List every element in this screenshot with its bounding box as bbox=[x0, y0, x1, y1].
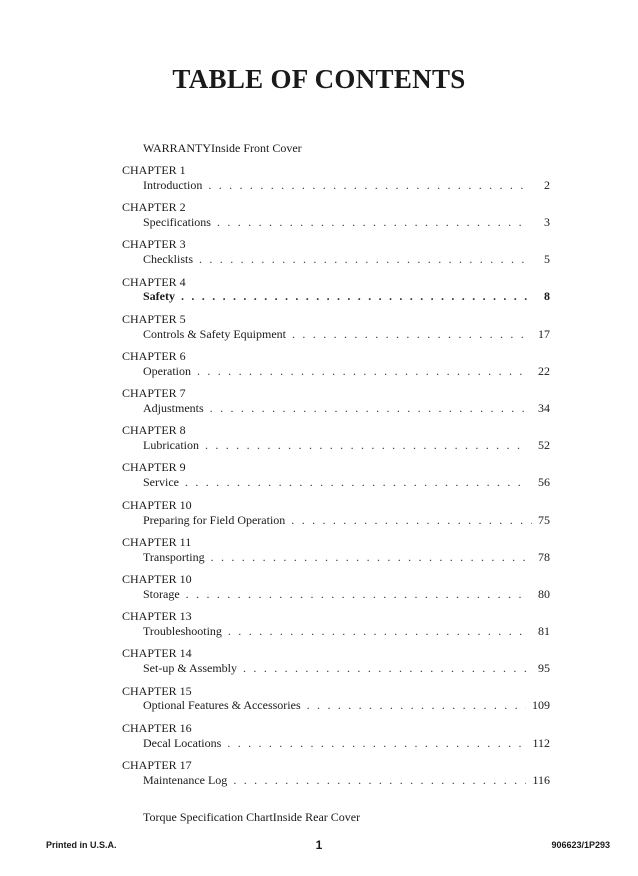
chapter-heading: CHAPTER 5 bbox=[122, 312, 186, 326]
leader-dots bbox=[307, 698, 526, 713]
chapter-heading: CHAPTER 1 bbox=[122, 163, 186, 177]
leader-dots bbox=[233, 773, 526, 788]
toc-entry bbox=[143, 513, 550, 529]
toc-entry bbox=[143, 252, 550, 268]
toc-entry-label: Troubleshooting bbox=[143, 624, 222, 638]
toc-entry-label: Service bbox=[143, 475, 179, 489]
toc-entry-page: 78 bbox=[538, 550, 550, 564]
toc-entry bbox=[143, 364, 550, 380]
chapter-heading: CHAPTER 8 bbox=[122, 423, 186, 437]
leader-dots bbox=[210, 401, 528, 416]
leader-dots bbox=[292, 327, 532, 342]
toc-entry-page: 8 bbox=[544, 289, 550, 303]
toc-entry bbox=[143, 736, 550, 752]
leader-dots bbox=[243, 661, 530, 676]
toc-entry-label: Specifications bbox=[143, 215, 211, 229]
toc-entry bbox=[143, 215, 550, 231]
toc-entry bbox=[143, 773, 550, 789]
toc-entry-page: 2 bbox=[544, 178, 550, 192]
leader-dots bbox=[228, 624, 529, 639]
toc-entry bbox=[143, 401, 550, 417]
toc-entry-label: Torque Specification Chart bbox=[143, 810, 273, 824]
toc-entry-label: WARRANTY bbox=[143, 141, 211, 155]
toc-entry-label: Preparing for Field Operation bbox=[143, 513, 286, 527]
chapter-heading: CHAPTER 17 bbox=[122, 758, 192, 772]
toc-entry-page: 112 bbox=[532, 736, 550, 750]
toc-entry-label: Decal Locations bbox=[143, 736, 222, 750]
page-title: TABLE OF CONTENTS bbox=[172, 64, 466, 94]
toc-entry bbox=[143, 587, 550, 603]
toc-entry bbox=[143, 698, 550, 714]
toc-warranty-entry bbox=[143, 141, 563, 157]
leader-dots bbox=[185, 475, 527, 490]
toc-entry-page: 3 bbox=[544, 215, 550, 229]
toc-entry bbox=[143, 624, 550, 640]
leader-dots bbox=[199, 252, 527, 267]
leader-dots bbox=[186, 587, 527, 602]
chapter-heading: CHAPTER 15 bbox=[122, 684, 192, 698]
toc-entry-page: 75 bbox=[538, 513, 550, 527]
toc-entry-page: 34 bbox=[538, 401, 550, 415]
chapter-heading: CHAPTER 10 bbox=[122, 572, 192, 586]
footer-page-number: 1 bbox=[315, 838, 323, 852]
toc-entry bbox=[143, 438, 550, 454]
toc-entry-page: 109 bbox=[532, 698, 550, 712]
toc-entry-label: Controls & Safety Equipment bbox=[143, 327, 286, 341]
leader-dots bbox=[217, 215, 528, 230]
chapter-heading: CHAPTER 11 bbox=[122, 535, 192, 549]
toc-entry-page: 80 bbox=[538, 587, 550, 601]
toc-torque-entry bbox=[143, 810, 563, 826]
chapter-heading: CHAPTER 4 bbox=[122, 275, 186, 289]
toc-entry-label: Adjustments bbox=[143, 401, 204, 415]
chapter-heading: CHAPTER 13 bbox=[122, 609, 192, 623]
leader-dots bbox=[211, 550, 528, 565]
leader-dots bbox=[197, 364, 527, 379]
toc-entry-label: Operation bbox=[143, 364, 191, 378]
toc-entry-label: Set-up & Assembly bbox=[143, 661, 238, 675]
toc-entry bbox=[143, 289, 550, 305]
toc-entry bbox=[143, 550, 550, 566]
toc-entry-label: Safety bbox=[143, 289, 175, 303]
toc-entry-page: 116 bbox=[532, 773, 550, 787]
toc-entry-page: 95 bbox=[538, 661, 550, 675]
toc-entry-label: Storage bbox=[143, 587, 180, 601]
leader-dots bbox=[205, 438, 528, 453]
toc-entry bbox=[143, 475, 550, 491]
toc-entry-label: Introduction bbox=[143, 178, 203, 192]
toc-entry-label: Transporting bbox=[143, 550, 205, 564]
toc-entry-label: Optional Features & Accessories bbox=[143, 698, 301, 712]
toc-entry-page: 17 bbox=[538, 327, 550, 341]
toc-entry-label: Maintenance Log bbox=[143, 773, 228, 787]
chapter-heading: CHAPTER 7 bbox=[122, 386, 186, 400]
toc-entry-page: Inside Front Cover bbox=[211, 141, 302, 155]
toc-entry-page: Inside Rear Cover bbox=[272, 810, 361, 824]
toc-entry bbox=[143, 178, 550, 194]
toc-entry-label: Lubrication bbox=[143, 438, 199, 452]
toc-entry-page: 22 bbox=[538, 364, 550, 378]
toc-entry-page: 81 bbox=[538, 624, 550, 638]
leader-dots bbox=[291, 513, 532, 528]
toc-entry bbox=[143, 661, 550, 677]
toc-entry-page: 5 bbox=[544, 252, 550, 266]
footer-printed-in: Printed in U.S.A. bbox=[46, 840, 117, 850]
chapter-heading: CHAPTER 16 bbox=[122, 721, 192, 735]
chapter-heading: CHAPTER 2 bbox=[122, 200, 186, 214]
chapter-heading: CHAPTER 3 bbox=[122, 237, 186, 251]
leader-dots bbox=[208, 178, 528, 193]
toc-entry-page: 56 bbox=[538, 475, 550, 489]
toc-entry-label: Checklists bbox=[143, 252, 193, 266]
leader-dots bbox=[227, 736, 526, 751]
chapter-heading: CHAPTER 10 bbox=[122, 498, 192, 512]
toc-entry bbox=[143, 327, 550, 343]
chapter-heading: CHAPTER 14 bbox=[122, 646, 192, 660]
footer-part-number: 906623/1P293 bbox=[551, 840, 610, 850]
chapter-heading: CHAPTER 9 bbox=[122, 460, 186, 474]
chapter-heading: CHAPTER 6 bbox=[122, 349, 186, 363]
toc-entry-page: 52 bbox=[538, 438, 550, 452]
leader-dots bbox=[181, 289, 527, 304]
